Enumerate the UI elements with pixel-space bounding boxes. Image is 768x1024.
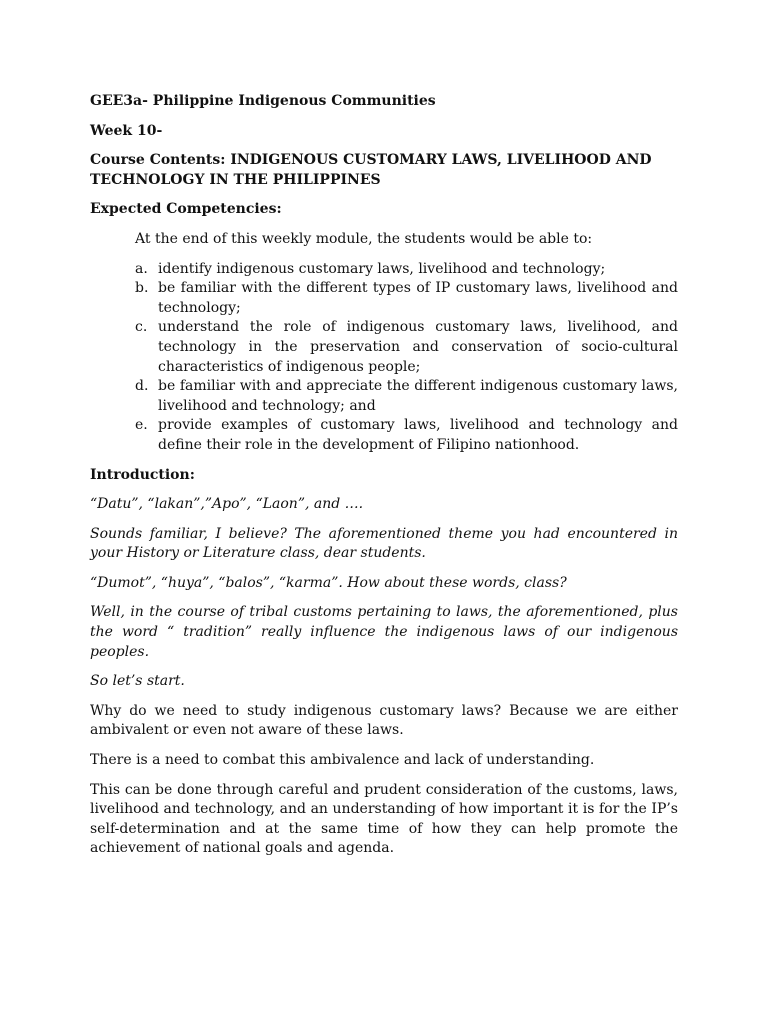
list-marker: e.	[135, 417, 148, 434]
list-marker: d.	[135, 378, 149, 395]
list-marker: c.	[135, 319, 148, 336]
list-item	[135, 260, 678, 280]
competencies-heading: Expected Competencies:	[90, 201, 282, 218]
body-paragraph-need: There is a need to combat this ambivalence and lack of understanding.	[90, 752, 595, 769]
document-title: GEE3a- Philippine Indigenous Communities	[90, 93, 436, 109]
course-contents-title: INDIGENOUS CUSTOMARY LAWS, LIVELIHOOD AND TECHNOLOGY IN THE PHILIPPINES	[90, 152, 652, 188]
week-label: Week 10-	[90, 122, 163, 139]
competencies-intro: At the end of this weekly module, the students would be able to:	[135, 230, 593, 247]
list-item	[135, 416, 678, 455]
list-marker: a.	[135, 260, 148, 277]
list-marker: b.	[135, 280, 149, 297]
course-contents-label: Course Contents:	[90, 152, 226, 169]
introduction-heading: Introduction:	[90, 466, 195, 483]
intro-paragraph-words: “Dumot”, “huya”, “balos”, “karma”. How about these words, class?	[90, 574, 567, 591]
list-item-text: be familiar with the different types of IP customary laws, livelihood and technology;	[158, 280, 678, 316]
list-item-text: understand the role of indigenous customary laws, livelihood, and technology in the preservation and conservation of socio-cultural characteristics of indigenous people;	[158, 319, 678, 375]
intro-paragraph-names: “Datu”, “lakan”,”Apo”, “Laon”, and ….	[90, 496, 364, 513]
list-item	[135, 279, 678, 318]
competencies-list	[90, 260, 678, 456]
list-item	[135, 318, 678, 377]
list-item	[135, 377, 678, 416]
list-item-text: provide examples of customary laws, livelihood and technology and define their role in the development of Filipino nationhood.	[158, 417, 678, 453]
list-item-text: be familiar with and appreciate the different indigenous customary laws, livelihood and technology; and	[158, 378, 678, 414]
intro-paragraph-familiar: Sounds familiar, I believe? The aforementioned theme you had encountered in your History or Literature class, dear students.	[90, 525, 678, 562]
intro-paragraph-start: So let’s start.	[90, 673, 185, 690]
body-paragraph-why: Why do we need to study indigenous customary laws? Because we are either ambivalent or even not aware of these laws.	[90, 702, 678, 739]
intro-paragraph-customs: Well, in the course of tribal customs pertaining to laws, the aforementioned, plus the word “ tradition” really influence the indigenous laws of our indigenous peoples.	[90, 604, 678, 660]
list-item-text: identify indigenous customary laws, livelihood and technology;	[158, 260, 606, 277]
course-contents	[90, 151, 678, 190]
body-paragraph-consideration: This can be done through careful and prudent consideration of the customs, laws, livelihood and technology, and an understanding of how important it is for the IP’s self-determination and at the same time of how they can help promote the achievement of national goals and agenda.	[90, 781, 678, 857]
document-page	[90, 92, 678, 869]
